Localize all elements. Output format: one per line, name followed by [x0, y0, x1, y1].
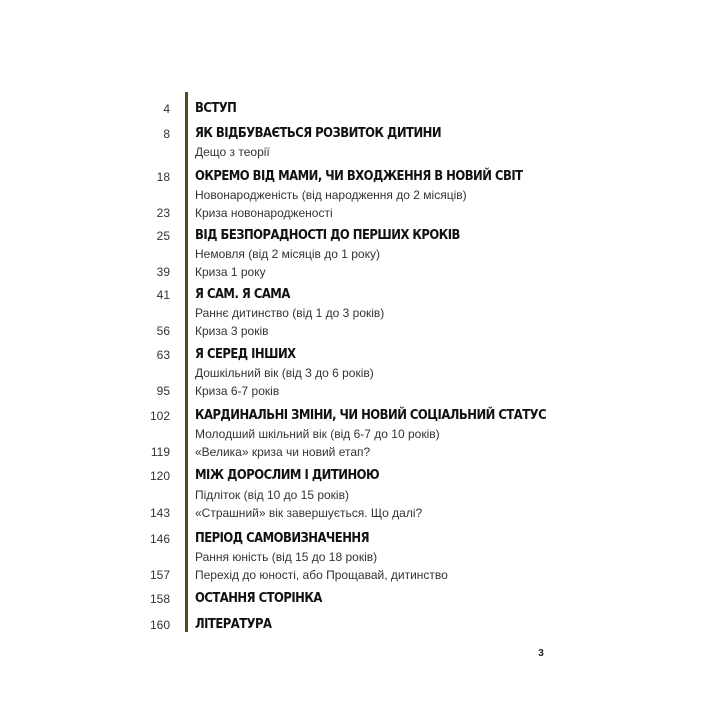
toc-page-number: 41	[156, 288, 170, 302]
toc-section-title: Криза 3 років	[195, 324, 269, 338]
toc-page-number: 160	[149, 618, 170, 632]
toc-section-title: Новонародженість (від народження до 2 місяців)	[195, 188, 467, 202]
toc-chapter-title: ВІД БЕЗПОРАДНОСТІ ДО ПЕРШИХ КРОКІВ	[195, 227, 460, 243]
toc-page-number: 23	[156, 206, 170, 220]
toc-section-title: Криза 6-7 років	[195, 384, 280, 398]
toc-section-title: Підліток (від 10 до 15 років)	[195, 488, 349, 502]
toc-page-number: 120	[149, 469, 170, 483]
toc-page-number: 158	[149, 592, 170, 606]
toc-section-title: Молодший шкільний вік (від 6-7 до 10 років)	[195, 427, 440, 441]
toc-chapter-title: Я СЕРЕД ІНШИХ	[195, 346, 296, 362]
toc-section-title: «Велика» криза чи новий етап?	[195, 445, 371, 459]
toc-section-title: Дещо з теорії	[195, 145, 270, 159]
toc-section-title: Раннє дитинство (від 1 до 3 років)	[195, 306, 385, 320]
toc-divider-line	[185, 92, 188, 632]
toc-chapter-title: ПЕРІОД САМОВИЗНАЧЕННЯ	[195, 530, 370, 546]
toc-chapter-title: ЯК ВІДБУВАЄТЬСЯ РОЗВИТОК ДИТИНИ	[195, 125, 442, 141]
toc-page-number: 95	[156, 384, 170, 398]
page-number: 3	[538, 648, 544, 659]
toc-page-number: 102	[149, 409, 170, 423]
toc-chapter-title: ВСТУП	[195, 100, 237, 116]
toc-section-title: Криза новонародженості	[195, 206, 333, 220]
toc-section-title: «Страшний» вік завершується. Що далі?	[195, 506, 423, 520]
toc-page-number: 119	[150, 445, 170, 459]
toc-page-number: 146	[149, 532, 170, 546]
toc-chapter-title: Я САМ. Я САМА	[195, 286, 290, 302]
toc-page-number: 4	[163, 102, 170, 116]
toc-chapter-title: МІЖ ДОРОСЛИМ І ДИТИНОЮ	[195, 467, 380, 483]
toc-page-number: 18	[156, 170, 170, 184]
toc-page-number: 8	[163, 127, 170, 141]
toc-chapter-title: КАРДИНАЛЬНІ ЗМІНИ, ЧИ НОВИЙ СОЦІАЛЬНИЙ СТАТУС	[195, 407, 547, 423]
toc-chapter-title: ОСТАННЯ СТОРІНКА	[195, 590, 322, 606]
toc-section-title: Рання юність (від 15 до 18 років)	[195, 550, 378, 564]
toc-page-number: 63	[156, 348, 170, 362]
toc-section-title: Немовля (від 2 місяців до 1 року)	[195, 247, 380, 261]
toc-section-title: Перехід до юності, або Прощавай, дитинство	[195, 568, 448, 582]
toc-chapter-title: ЛІТЕРАТУРА	[195, 616, 272, 632]
toc-page-number: 39	[156, 265, 170, 279]
toc-section-title: Дошкільний вік (від 3 до 6 років)	[195, 366, 374, 380]
toc-chapter-title: ОКРЕМО ВІД МАМИ, ЧИ ВХОДЖЕННЯ В НОВИЙ СВІТ	[195, 168, 523, 184]
toc-page-number: 25	[156, 229, 170, 243]
toc-section-title: Криза 1 року	[195, 265, 266, 279]
toc-page-number: 56	[156, 324, 170, 338]
toc-page-number: 157	[149, 568, 170, 582]
toc-page-number: 143	[149, 506, 170, 520]
